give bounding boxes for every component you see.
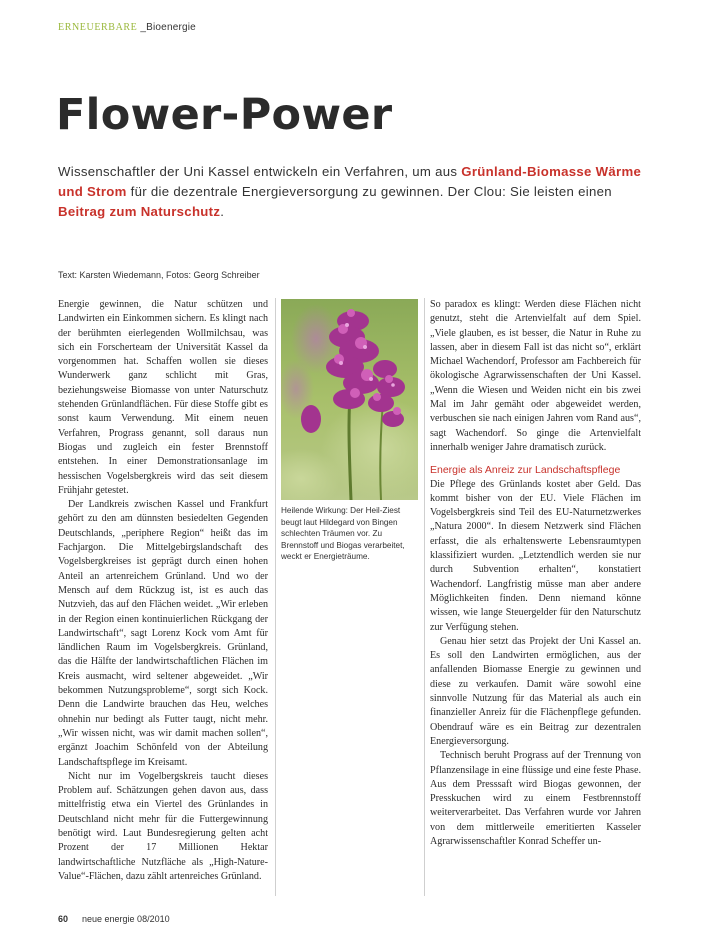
flower-photo-illustration — [281, 299, 418, 500]
lead-text-2: für die dezentrale Energieversorgung zu gewinnen. Der Clou: Sie leisten einen — [126, 184, 612, 199]
article-photo — [281, 299, 418, 500]
body-paragraph: Der Landkreis zwischen Kassel und Frankfurt gehört zu den am dünnsten besiedelten Gegenden Deutschlands, „periphere Region“ heißt das im Fachjargon. Die Mittelgebirgslandschaft des Vogelsbergkreises ist geprägt durch einen hohen Anteil an artenreichem Grünland. Und wo der Mensch auf dem Rückzug ist, ist es auch das Nutzvieh, das auf den Flächen weidet. „Wir erleben in der Region einen kontinuierlichen Rückgang der Landwirtschaft“, sagt Lorenz Kock vom Amt für ländlichen Raum im Vogelsbergkreis. Grünland, das die Hälfte der landwirtschaftlichen Flächen im Kreis ausmacht, wird seltener abgeweidet. „Wir bekommen Nutzungsprobleme“, sorgt sich Kock. Denn die Landwirte brauchen das Heu, welches ohnehin nur bedingt als Futter taugt, nicht mehr. „Wir wissen nicht, was wir damit machen sollen“, ergänzt Joachim Schönfeld von der Abteilung Landschaftspflege im Kreisamt. — [58, 499, 268, 768]
article-lead — [58, 162, 658, 222]
page-footer — [58, 914, 170, 924]
issue-label: neue energie 08/2010 — [82, 914, 170, 924]
page-number: 60 — [58, 914, 69, 924]
lead-text-3: . — [220, 204, 225, 219]
body-paragraph: Energie gewinnen, die Natur schützen und Landwirten ein Einkommen sichern. Es klingt nach der berühmten eierlegenden Wollmilchsau, was sich ein Forscherteam der Universität Kassel da vorgenommen hat. Schaffen wollen sie dieses Wunderwerk ganz schlicht mit Gras, beziehungsweise Biomasse von unter Naturschutz stehenden Grünlandflächen. Für diese Stoffe gibt es sonst kaum Verwendung. Mit einem neuen Verfahren, Prograss genannt, soll daraus nun Biogas und zugleich ein fester Brennstoff entstehen. In einer Demonstrationsanlage im hessischen Vogelsbergkreis wird das seit diesem Frühjahr getestet. — [58, 299, 268, 496]
column-rule-left — [275, 298, 276, 896]
body-column-1 — [58, 298, 268, 884]
body-paragraph: Genau hier setzt das Projekt der Uni Kassel an. Es soll den Landwirten ermöglichen, aus der anfallenden Biomasse Energie zu gewinnen und diese zu verkaufen. Damit wäre sowohl eine sinnvolle Nutzung für das Material als auch ein finanzieller Anreiz für die Flächenpflege gefunden. Obendrauf wäre es ein Beitrag zur dezentralen Energieversorgung. — [430, 635, 641, 747]
rubric-subcategory: _Bioenergie — [137, 22, 196, 33]
article-title: Flower-Power — [56, 90, 393, 140]
body-paragraph: Die Pflege des Grünlands kostet aber Geld. Das kommt bisher von der EU. Viele Flächen im Vogelsbergkreis sind Teil des EU-Naturnetzwerkes „Natura 2000“. In diesem Netzwerk sind Flächen erfasst, die als erhaltenswerte Lebensraumtypen klassifiziert wurden. „Letztendlich werden sie nur durch Subvention erhalten“, konstatiert Wachendorf. Langfristig müsse man aber andere Möglichkeiten finden. Denn niemand könne wissen, wie lange Steuergelder für den Naturschutz zur Verfügung stehen. — [430, 478, 641, 633]
subheading: Energie als Anreiz zur Landschaftspflege — [430, 464, 621, 477]
lead-text-1: Wissenschaftler der Uni Kassel entwickeln ein Verfahren, um aus — [58, 164, 462, 179]
lead-highlight-2: Beitrag zum Naturschutz — [58, 204, 221, 219]
lead-highlight-1: Grünland-Biomasse Wärme und Strom — [58, 164, 642, 199]
body-paragraph: Nicht nur im Vogelbergskreis taucht dieses Problem auf. Schätzungen gehen davon aus, dass mittelfristig etwa ein Viertel des Grünlandes in Deutschland nicht mehr für die Futtergewinnung benötigt wird. Laut Bundesregierung gelten acht Prozent der 17 Millionen Hektar landwirtschaftliche Nutzfläche als „High-Nature-Value“-Flächen, dazu zählt artenreiches Grünland. — [58, 770, 268, 882]
rubric-category: ERNEUERBARE — [58, 22, 138, 33]
column-rule-right — [424, 298, 425, 896]
body-column-3 — [430, 298, 641, 849]
photo-caption: Heilende Wirkung: Der Heil-Ziest beugt laut Hildegard von Bingen schlechten Träumen vor. Zu Brennstoff und Biogas verarbeitet, weckt er Energieträume. — [281, 506, 405, 561]
section-rubric — [58, 22, 196, 33]
author-credits: Text: Karsten Wiedemann, Fotos: Georg Schreiber — [58, 270, 260, 280]
body-paragraph: Technisch beruht Prograss auf der Trennung von Pflanzensilage in eine flüssige und eine feste Phase. Aus dem Presssaft wird Biogas gewonnen, der Presskuchen wird zu einem Festbrennstoff weiterverarbeitet. Das Verfahren wurde vor Jahren von dem mittlerweile emeritierten Kasseler Agrarwissenschaftler Konrad Scheffer un- — [430, 750, 641, 847]
body-paragraph: So paradox es klingt: Werden diese Flächen nicht genutzt, steht die Artenvielfalt auf dem Spiel. „Viele glauben, es ist besser, die Natur in Ruhe zu lassen, aber in diesem Fall ist das nicht so“, erklärt Michael Wachendorf, Professor am Fachbereich für ökologische Agrarwissenschaften der Uni Kassel. „Wenn die Wiesen und Weiden nicht ein bis zwei Mal im Jahr gemäht oder abgeweidet werden, verbuschen sie nach einigen Jahren vom Rand aus“, sagt Wachendorf. So ginge die Artenvielfalt innerhalb weniger Jahre dramatisch zurück. — [430, 299, 641, 453]
